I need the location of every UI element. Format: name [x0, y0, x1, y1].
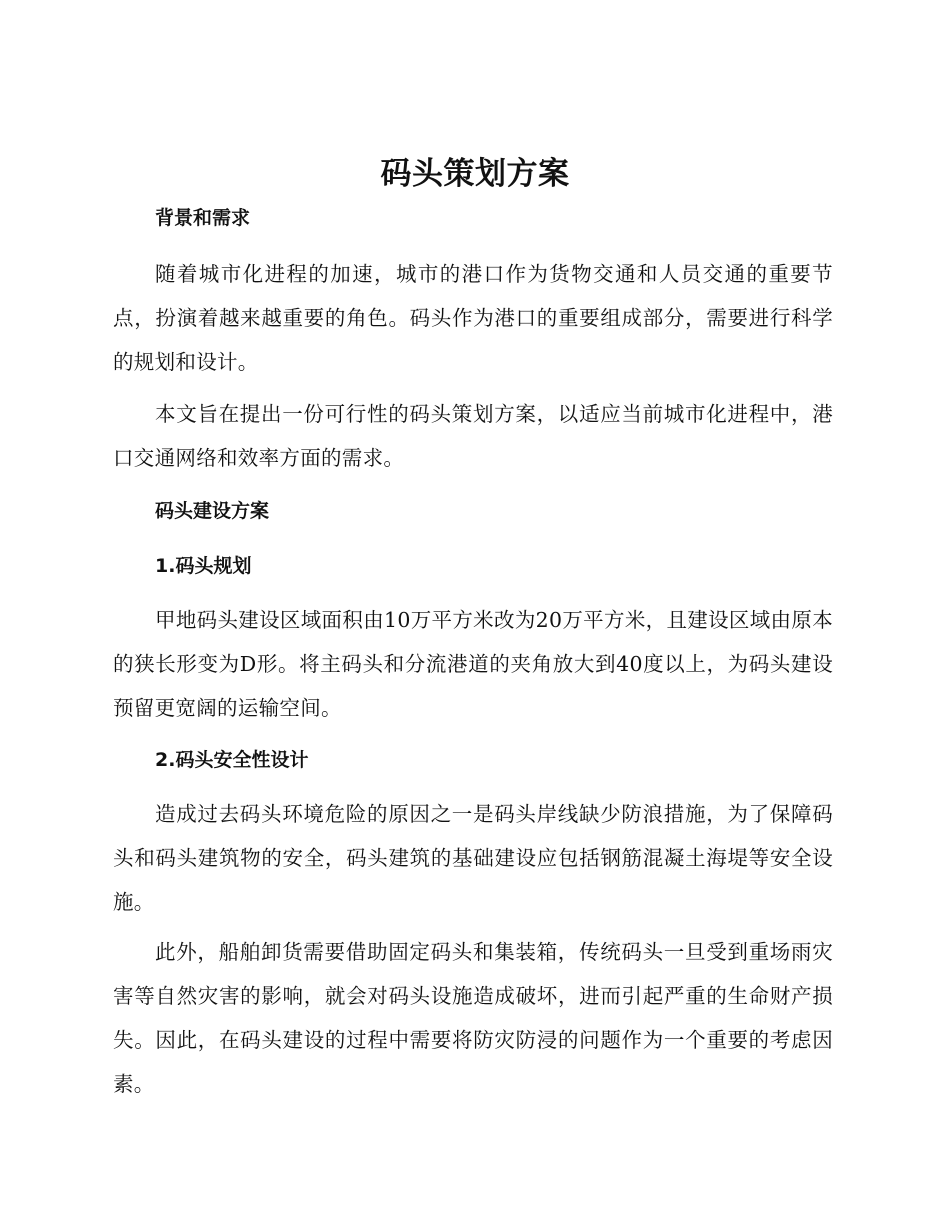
paragraph-safety-1: 造成过去码头环境危险的原因之一是码头岸线缺少防浪措施，为了保障码头和码头建筑物的安全，码头建筑的基础建设应包括钢筋混凝土海堤等安全设施。	[113, 802, 833, 914]
subheading-planning: 1.码头规划	[155, 555, 252, 577]
paragraph-background-1: 随着城市化进程的加速，城市的港口作为货物交通和人员交通的重要节点，扮演着越来越重要的角色。码头作为港口的重要组成部分，需要进行科学的规划和设计。	[113, 262, 833, 374]
page-title: 码头策划方案	[380, 156, 570, 192]
section-heading-construction: 码头建设方案	[155, 500, 270, 522]
subheading-safety: 2.码头安全性设计	[155, 749, 309, 771]
paragraph-planning: 甲地码头建设区域面积由10万平方米改为20万平方米，且建设区域由原本的狭长形变为D形。将主码头和分流港道的夹角放大到40度以上，为码头建设预留更宽阔的运输空间。	[113, 608, 833, 720]
paragraph-safety-2: 此外，船舶卸货需要借助固定码头和集装箱，传统码头一旦受到重场雨灾害等自然灾害的影响，就会对码头设施造成破坏，进而引起严重的生命财产损失。因此，在码头建设的过程中需要将防灾防浸的问题作为一个重要的考虑因素。	[113, 940, 833, 1096]
section-heading-background: 背景和需求	[155, 207, 251, 229]
paragraph-background-2: 本文旨在提出一份可行性的码头策划方案，以适应当前城市化进程中，港口交通网络和效率方面的需求。	[113, 402, 833, 470]
